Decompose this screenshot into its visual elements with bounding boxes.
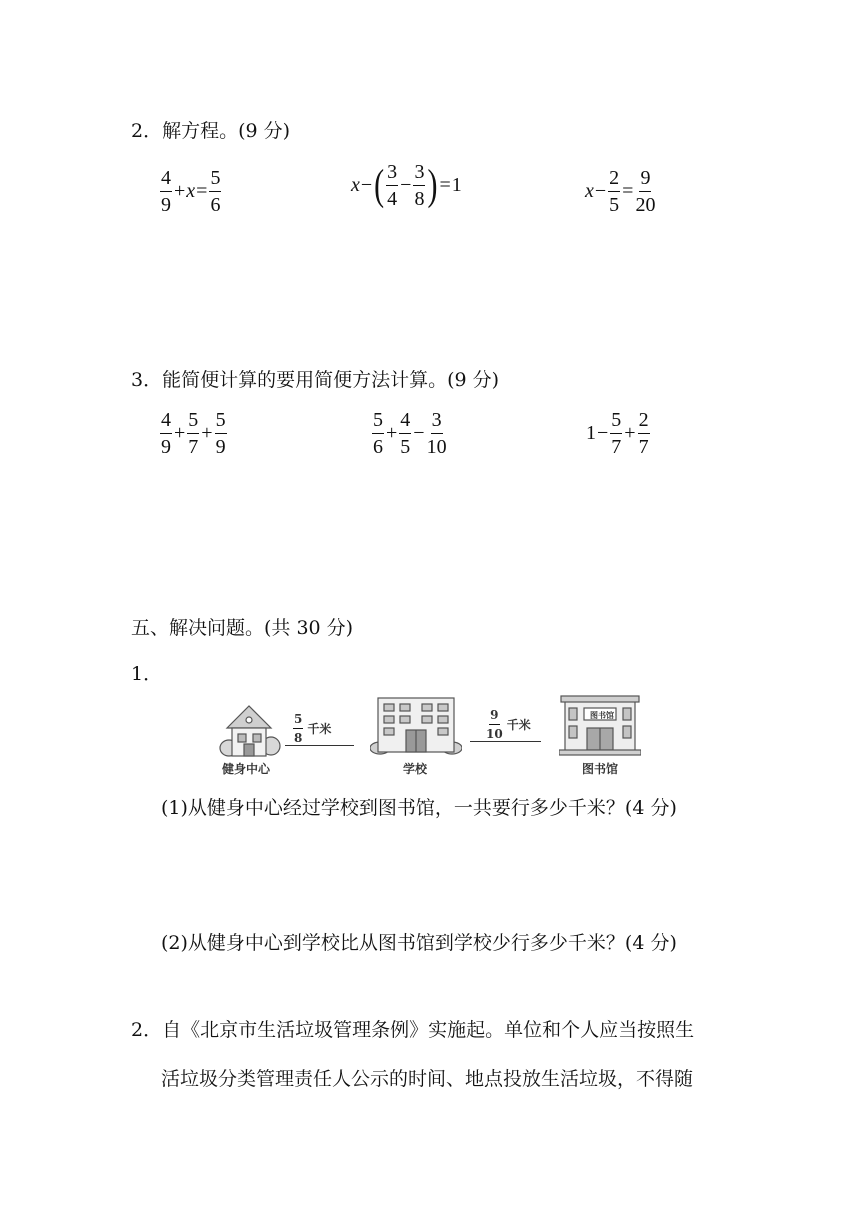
- problem-2-line-2: 活垃圾分类管理责任人公示的时间、地点投放生活垃圾，不得随: [161, 1068, 694, 1090]
- road-line-2: [470, 741, 541, 742]
- q2-title: 2．解方程。(9 分): [131, 120, 291, 142]
- denominator: 5: [609, 194, 620, 216]
- expression-3: [586, 410, 651, 457]
- math-symbol: ): [427, 160, 438, 209]
- math-symbol: +: [624, 422, 636, 444]
- fraction: [635, 168, 655, 215]
- math-symbol: −: [413, 422, 425, 444]
- fraction: [209, 168, 221, 215]
- math-symbol: =: [622, 180, 634, 202]
- fraction: [386, 162, 398, 209]
- denominator: 5: [400, 436, 411, 458]
- denominator: 7: [188, 436, 199, 458]
- unit-label: 千米: [307, 722, 332, 736]
- expression-2: [371, 410, 448, 457]
- denominator: 8: [414, 188, 425, 210]
- library-sign: 图书馆: [590, 711, 614, 720]
- fraction: [638, 410, 650, 457]
- numerator: 5: [215, 410, 227, 434]
- fraction: [187, 410, 199, 457]
- math-symbol: −: [360, 174, 373, 196]
- numerator: 5: [293, 713, 303, 729]
- fraction: [608, 168, 620, 215]
- math-symbol: −: [597, 422, 609, 444]
- denominator: 9: [161, 436, 171, 458]
- problem-2-line-1: 2．自《北京市生活垃圾管理条例》实施起。单位和个人应当按照生: [131, 1019, 695, 1041]
- fraction: [293, 713, 303, 744]
- variable: x: [351, 174, 360, 196]
- math-symbol: 1: [451, 174, 462, 196]
- denominator: 6: [210, 194, 221, 216]
- numerator: 9: [639, 168, 651, 192]
- denominator: 10: [426, 436, 447, 458]
- numerator: 4: [160, 168, 172, 192]
- fraction: [486, 709, 503, 740]
- fitness-center-label: 健身中心: [222, 762, 271, 776]
- fraction: [372, 410, 384, 457]
- problem-1-sub-1: (1)从健身中心经过学校到图书馆，一共要行多少千米？(4 分): [161, 797, 677, 819]
- numerator: 5: [610, 410, 622, 434]
- variable: x: [186, 180, 196, 202]
- fraction: [160, 410, 172, 457]
- numerator: 4: [160, 410, 172, 434]
- math-symbol: +: [386, 422, 398, 444]
- math-symbol: −: [400, 174, 412, 196]
- numerator: 3: [386, 162, 398, 186]
- unit-label: 千米: [506, 718, 531, 732]
- equation-3: [585, 168, 656, 215]
- math-symbol: 1: [586, 422, 596, 444]
- fraction: [610, 410, 622, 457]
- road-line-1: [285, 745, 354, 746]
- q3-title: 3．能简便计算的要用简便方法计算。(9 分): [131, 369, 500, 391]
- problem-1-sub-2: (2)从健身中心到学校比从图书馆到学校少行多少千米？(4 分): [161, 932, 677, 954]
- denominator: 7: [611, 436, 622, 458]
- fitness-center-house-icon: [219, 700, 281, 758]
- school-label: 学校: [403, 762, 428, 776]
- equation-1: [159, 168, 222, 215]
- math-symbol: =: [196, 180, 208, 202]
- math-symbol: +: [174, 180, 186, 202]
- denominator: 10: [486, 727, 503, 741]
- distance-label-2: [485, 709, 531, 740]
- denominator: 9: [215, 436, 226, 458]
- fraction: [427, 410, 447, 457]
- numerator: 3: [431, 410, 443, 434]
- denominator: 20: [635, 194, 656, 216]
- fraction: [399, 410, 411, 457]
- problem-1-number: 1．: [131, 663, 163, 685]
- numerator: 3: [413, 162, 425, 186]
- denominator: 7: [638, 436, 649, 458]
- equation-2: [351, 162, 462, 209]
- section-5-title: 五、解决问题。(共 30 分): [131, 617, 354, 639]
- denominator: 4: [387, 188, 398, 210]
- denominator: 9: [161, 194, 171, 216]
- math-symbol: =: [439, 174, 451, 196]
- numerator: 5: [187, 410, 199, 434]
- denominator: 8: [294, 731, 303, 745]
- fraction: [215, 410, 227, 457]
- school-building-icon: [370, 696, 462, 756]
- variable: x: [585, 180, 594, 202]
- numerator: 2: [608, 168, 620, 192]
- math-symbol: +: [201, 422, 213, 444]
- numerator: 4: [399, 410, 411, 434]
- fraction: [160, 168, 172, 215]
- numerator: 2: [638, 410, 650, 434]
- numerator: 9: [489, 709, 499, 725]
- fraction: [413, 162, 425, 209]
- library-building-icon: [559, 694, 641, 756]
- distance-label-1: [292, 713, 331, 744]
- expression-1: [159, 410, 228, 457]
- numerator: 5: [209, 168, 221, 192]
- math-symbol: −: [594, 180, 607, 202]
- math-symbol: (: [374, 160, 385, 209]
- math-symbol: +: [174, 422, 186, 444]
- library-label: 图书馆: [582, 762, 619, 776]
- numerator: 5: [372, 410, 384, 434]
- denominator: 6: [373, 436, 383, 458]
